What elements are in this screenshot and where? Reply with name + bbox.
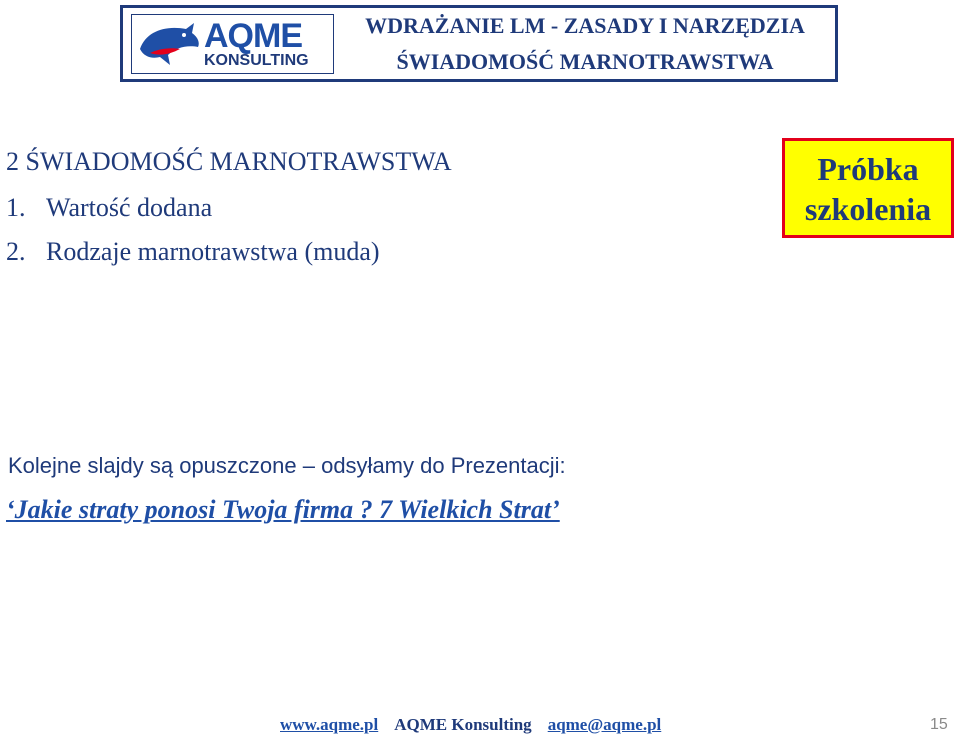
list-item: [6, 192, 212, 224]
website-link[interactable]: www.aqme.pl: [280, 715, 379, 734]
list-text: Rodzaje marnotrawstwa (muda): [46, 237, 380, 266]
email-link[interactable]: aqme@aqme.pl: [547, 715, 662, 734]
page-number: 15: [930, 716, 948, 733]
list-number: 2.: [6, 237, 26, 266]
logo-subtext: KONSULTING: [204, 52, 309, 69]
badge-line-1: Próbka: [817, 151, 919, 187]
logo-wordmark: AQME: [204, 17, 302, 55]
company-name: AQME Konsulting: [394, 715, 532, 734]
sample-badge: [782, 138, 954, 238]
list-number: 1.: [6, 193, 26, 222]
dolphin-logo-icon: [136, 19, 202, 71]
slide-header: [120, 5, 838, 82]
company-logo: [131, 14, 334, 74]
list-item: [6, 236, 380, 268]
list-text: Wartość dodana: [46, 193, 213, 222]
section-title: 2 ŚWIADOMOŚĆ MARNOTRAWSTWA: [6, 147, 452, 176]
badge-line-2: szkolenia: [804, 191, 932, 227]
header-subtitle: ŚWIADOMOŚĆ MARNOTRAWSTWA: [396, 49, 774, 74]
header-title: WDRAŻANIE LM - ZASADY I NARZĘDZIA: [365, 13, 805, 38]
omitted-slides-note: Kolejne slajdy są opuszczone – odsyłamy do Prezentacji:: [8, 453, 566, 478]
slide-footer: [280, 714, 661, 736]
presentation-link[interactable]: ‘Jakie straty ponosi Twoja firma ? 7 Wielkich Strat’: [6, 495, 560, 524]
